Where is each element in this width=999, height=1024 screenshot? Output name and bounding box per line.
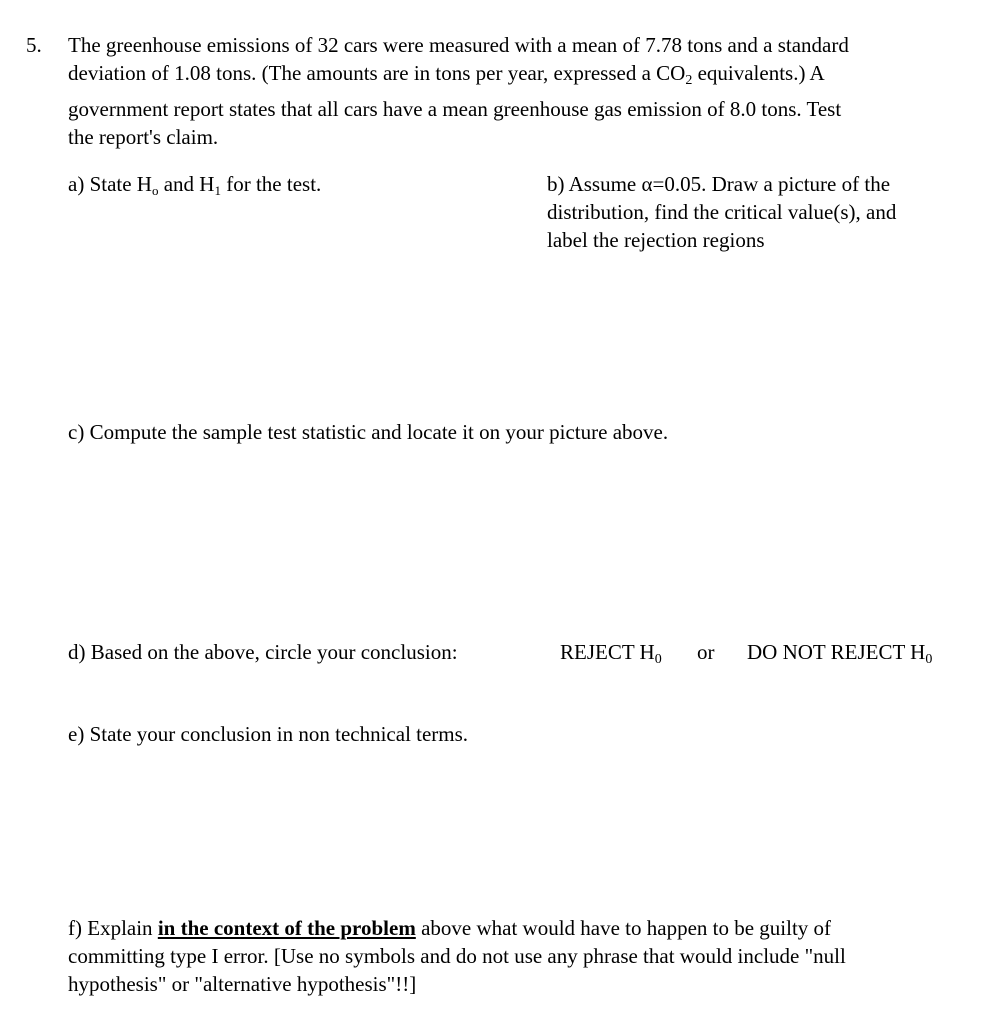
part-b-line-2: distribution, find the critical value(s), and [547,200,897,224]
question-line-2-start: deviation of 1.08 tons. (The amounts are in tons per year, expressed a CO [68,61,686,85]
part-b-prompt [547,170,967,254]
part-e-prompt: e) State your conclusion in non technical terms. [68,722,469,746]
or-connector: or [697,640,715,664]
part-a-prompt [68,170,321,205]
question-line-2-end: equivalents.) A [692,61,825,85]
question-line-4: the report's claim. [68,125,219,149]
question-text [68,31,958,151]
part-f-line-2: committing type I error. [Use no symbols and do not use any phrase that would include "null [68,944,846,968]
question-line-1: The greenhouse emissions of 32 cars were measured with a mean of 7.78 tons and a standard [68,33,849,57]
question-line-2 [68,59,958,95]
part-f-line-1-start: f) Explain [68,916,158,940]
part-a-suffix: for the test. [220,172,322,196]
question-number: 5. [26,33,42,57]
part-f-line-3: hypothesis" or "alternative hypothesis"!!] [68,972,417,996]
do-not-reject-h0-label: DO NOT REJECT H [747,640,926,664]
reject-h0-option[interactable] [560,638,662,674]
part-b-line-3: label the rejection regions [547,228,765,252]
context-emphasis: in the context of the problem [157,916,416,940]
do-not-reject-h0-option[interactable] [747,638,932,674]
part-d-prompt: d) Based on the above, circle your conclusion: [68,640,458,664]
do-not-reject-h0-subscript: 0 [925,652,933,667]
question-line-3: government report states that all cars have a mean greenhouse gas emission of 8.0 tons. Test [68,97,842,121]
h1-subscript: 1 [214,183,221,198]
part-c-prompt: c) Compute the sample test statistic and locate it on your picture above. [68,420,669,444]
co2-subscript: 2 [685,73,693,88]
part-f-line-1-end: above what would have to happen to be guilty of [415,916,832,940]
part-a-prefix: a) State H [68,172,152,196]
part-f-prompt [68,914,958,998]
reject-h0-label: REJECT H [560,640,655,664]
h0-subscript: o [151,183,159,198]
part-a-mid: and H [158,172,215,196]
reject-h0-subscript: 0 [654,652,662,667]
part-f-line-1 [68,914,958,942]
part-b-line-1: b) Assume α=0.05. Draw a picture of the [547,172,891,196]
